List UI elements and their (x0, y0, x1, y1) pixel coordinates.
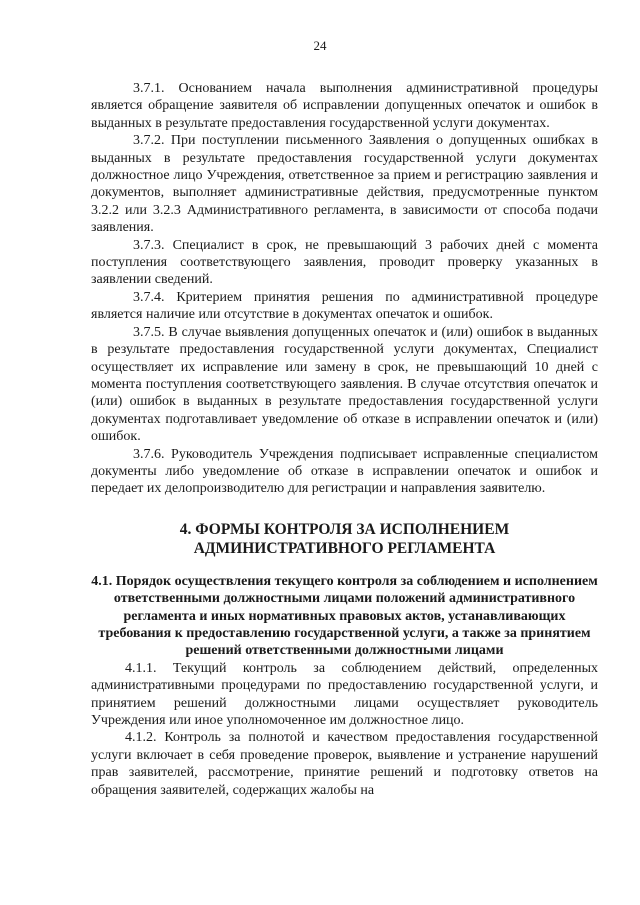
paragraph-3-7-2: 3.7.2. При поступлении письменного Заявления о допущенных ошибках в выданных в результате предоставления государственной услуги документах должностное лицо Учреждения, ответственное за прием и регистрацию заявления и документов, выполняет административные действия, предусмотренные пунктом 3.2.2 или 3.2.3 Административного регламента, в зависимости от способа подачи заявления. (91, 133, 598, 236)
section-4-title (91, 520, 598, 558)
paragraph-3-7-3: 3.7.3. Специалист в срок, не превышающий 3 рабочих дней с момента поступления соответствующего заявления, проводит проверку указанных в заявлении сведений. (91, 237, 598, 288)
paragraph-3-7-4: 3.7.4. Критерием принятия решения по административной процедуре является наличие или отсутствие в документах опечаток и ошибок. (91, 289, 598, 323)
paragraph-3-7-6: 3.7.6. Руководитель Учреждения подписывает исправленные специалистом документы либо уведомление об отказе в исправлении опечаток и ошибок и передает их делопроизводителю для регистрации и направления заявителю. (91, 446, 598, 497)
subsection-4-1-title: 4.1. Порядок осуществления текущего контроля за соблюдением и исполнением ответственными должностными лицами положений административного регламента и иных нормативных правовых актов, устанавливающих требования к предоставлению государственной услуги, а также за принятием решений ответственными должностными лицами (91, 573, 598, 659)
section-4-title-line-1: 4. ФОРМЫ КОНТРОЛЯ ЗА ИСПОЛНЕНИЕМ (179, 520, 510, 538)
page-number: 24 (313, 38, 327, 53)
paragraph-4-1-1: 4.1.1. Текущий контроль за соблюдением действий, определенных административными процедурами по предоставлению государственной услуги, и принятием решений должностными лицами осуществляет руководитель Учреждения или иное уполномоченное им должностное лицо. (91, 660, 598, 728)
paragraph-4-1-2: 4.1.2. Контроль за полнотой и качеством предоставления государственной услуги включает в себя проведение проверок, выявление и устранение нарушений прав заявителей, рассмотрение, принятие решений и подготовку ответов на обращения заявителей, содержащих жалобы на (91, 730, 598, 798)
page-content (91, 80, 598, 799)
paragraph-3-7-1: 3.7.1. Основанием начала выполнения административной процедуры является обращение заявителя об исправлении допущенных опечаток и ошибок в выданных в результате предоставления государственной услуги документах. (91, 81, 598, 131)
paragraph-3-7-5: 3.7.5. В случае выявления допущенных опечаток и (или) ошибок в выданных в результате предоставления государственной услуги документах, Специалист осуществляет их исправление или замену в срок, не превышающий 10 дней с момента поступления соответствующего заявления. В случае отсутствия опечаток и (или) ошибок в выданных в результате предоставления государственной услуги документах подготавливает уведомление об отказе в исправлении опечаток и (или) ошибок. (91, 324, 598, 445)
section-4-title-line-2: АДМИНИСТРАТИВНОГО РЕГЛАМЕНТА (193, 539, 496, 557)
